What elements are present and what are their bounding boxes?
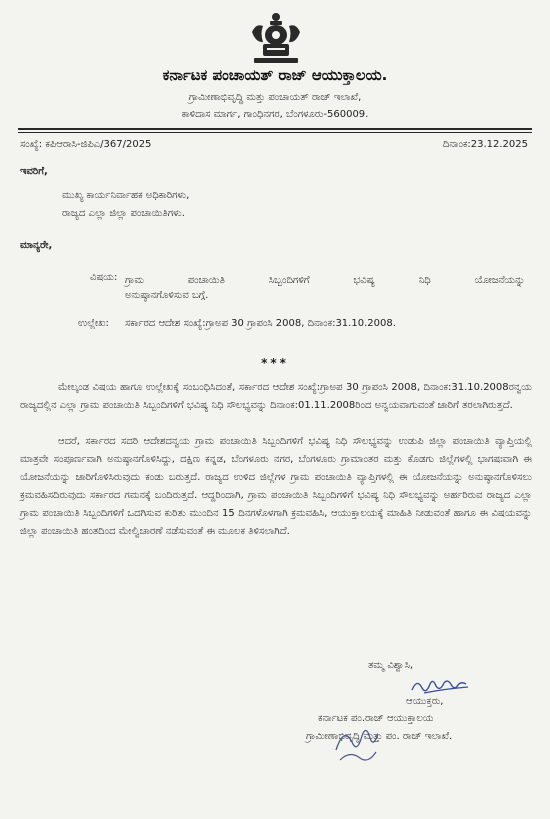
signature-icon xyxy=(410,676,472,696)
signatory-office: ಕರ್ನಾಟಕ ಪಂ.ರಾಜ್ ಆಯುಕ್ತಾಲಯ xyxy=(318,713,434,724)
salutation: ಮಾನ್ಯರೇ, xyxy=(20,240,53,251)
header-divider-thin xyxy=(18,132,532,133)
subject-label: ವಿಷಯ: xyxy=(90,272,118,283)
recipient-line-2: ರಾಜ್ಯದ ಎಲ್ಲಾ ಜಿಲ್ಲಾ ಪಂಚಾಯಿತಿಗಳು. xyxy=(62,208,185,219)
body-paragraph-1: ಮೇಲ್ಕಂಡ ವಿಷಯ ಹಾಗೂ ಉಲ್ಲೇಖಕ್ಕೆ ಸಂಬಂಧಿಸಿದಂತೆ, ಸರ್ಕಾರದ ಆದೇಶ ಸಂಖ್ಯೆ:ಗ್ರಾಅಪ 30 ಗ್ರಾಪಂಸಿ 2008, ದಿನಾಂಕ:31.10.2008ರನ್ವಯ ರಾಜ್ಯದಲ್ಲಿನ ಎಲ್ಲಾ ಗ್ರಾಮ ಪಂಚಾಯಿತಿ ಸಿಬ್ಬಂದಿಗಳಿಗೆ ಭವಿಷ್ಯ ನಿಧಿ ಸೌಲಭ್ಯವನ್ನು ದಿನಾಂಕ:01.11.2008ರಿಂದ ಅನ್ವಯವಾಗುವಂತೆ ಜಾರಿಗೆ ತರಲಾಗಿರುತ್ತದೆ. xyxy=(20,382,532,411)
department-line: ಗ್ರಾಮೀಣಾಭಿವೃದ್ಧಿ ಮತ್ತು ಪಂಚಾಯತ್ ರಾಜ್ ಇಲಾಖೆ, xyxy=(188,92,362,103)
subject-text-line-1: ಗ್ರಾಮ ಪಂಚಾಯಿತಿ ಸಿಬ್ಬಂದಿಗಳಿಗೆ ಭವಿಷ್ಯ ನಿಧಿ ಯೋಜನೆಯನ್ನು xyxy=(125,275,525,286)
signatory-department: ಗ್ರಾಮೀಣಾಭಿವೃದ್ಧಿ ಮತ್ತು ಪಂ. ರಾಜ್ ಇಲಾಖೆ. xyxy=(306,731,453,742)
reference-number: ಸಂಖ್ಯೆ: ಕಪಿಆರಾಸಿ-ಜಿಪಿಎ/367/2025 xyxy=(20,139,152,150)
body-paragraph-2: ಆದರೆ, ಸರ್ಕಾರದ ಸದರಿ ಆದೇಶದನ್ವಯ ಗ್ರಾಮ ಪಂಚಾಯಿತಿ ಸಿಬ್ಬಂದಿಗಳಿಗೆ ಭವಿಷ್ಯ ನಿಧಿ ಸೌಲಭ್ಯವನ್ನು ಉಡುಪಿ ಜಿಲ್ಲಾ ಪಂಚಾಯಿತಿ ವ್ಯಾಪ್ತಿಯಲ್ಲಿ ಮಾತ್ರವೇ ಸಂಪೂರ್ಣವಾಗಿ ಅನುಷ್ಠಾನಗೊಳಿಸಿದ್ದು, ದಕ್ಷಿಣ ಕನ್ನಡ, ಬೆಂಗಳೂರು ನಗರ, ಬೆಂಗಳೂರು ಗ್ರಾಮಾಂತರ ಮತ್ತು ಕೊಡಗು ಜಿಲ್ಲೆಗಳಲ್ಲಿ ಭಾಗಷಃವಾಗಿ ಈ ಯೋಜನೆಯನ್ನು ಜಾರಿಗೊಳಿಸಿರುವುದು ಕಂಡು ಬರುತ್ತದೆ. ರಾಜ್ಯದ ಉಳಿದ ಜಿಲ್ಲೆಗಳ ಗ್ರಾಮ ಪಂಚಾಯಿತಿ ವ್ಯಾಪ್ತಿಗಳಲ್ಲಿ ಈ ಯೋಜನೆಯನ್ನು ಅನುಷ್ಠಾನಗೊಳಿಸಲು ಕ್ರಮವಹಿಸದಿರುವುದು ಸರ್ಕಾರದ ಗಮನಕ್ಕೆ ಬಂದಿರುತ್ತದೆ. ಆದ್ದರಿಂದಾಗಿ, ಗ್ರಾಮ ಪಂಚಾಯಿತಿ ಸಿಬ್ಬಂದಿಗಳಿಗೆ ಭವಿಷ್ಯ ನಿಧಿ ಸೌಲಭ್ಯವನ್ನು ಅರ್ಹರಿರುವ ರಾಜ್ಯದ ಎಲ್ಲಾ ಗ್ರಾಮ ಪಂಚಾಯಿತಿ ಸಿಬ್ಬಂದಿಗಳಿಗೆ ಒದಗಿಸುವ ಕುರಿತು ಮುಂದಿನ 15 ದಿನಗಳೊಳಗಾಗಿ ಕ್ರಮವಹಿಸಿ, ಆಯುಕ್ತಾಲಯಕ್ಕೆ ಮಾಹಿತಿ ನೀಡುವಂತೆ ಹಾಗೂ ಈ ವಿಷಯವನ್ನು ಜಿಲ್ಲಾ ಪಂಚಾಯಿತಿ ಹಂತದಿಂದ ಮೇಲ್ವಿಚಾರಣೆ ನಡೆಸುವಂತೆ ಈ ಮೂಲಕ ತಿಳಿಸಲಾಗಿದೆ. xyxy=(20,436,532,537)
recipient-line-1: ಮುಖ್ಯ ಕಾರ್ಯನಿರ್ವಾಹಕ ಅಧಿಕಾರಿಗಳು, xyxy=(62,190,190,201)
letter-date: ದಿನಾಂಕ:23.12.2025 xyxy=(442,139,528,150)
state-emblem-icon xyxy=(246,10,306,68)
signature-scribble-icon xyxy=(332,720,384,766)
section-separator: *** xyxy=(261,356,289,370)
closing-line: ತಮ್ಮ ವಿಶ್ವಾಸಿ, xyxy=(368,660,414,671)
reference-label: ಉಲ್ಲೇಖ: xyxy=(78,318,109,329)
signatory-designation: ಆಯುಕ್ತರು, xyxy=(406,696,444,707)
reference-text: ಸರ್ಕಾರದ ಆದೇಶ ಸಂಖ್ಯೆ:ಗ್ರಾಅಪ 30 ಗ್ರಾಪಂಸಿ 2008, ದಿನಾಂಕ:31.10.2008. xyxy=(125,318,396,329)
address-line: ಕಾಳಿದಾಸ ಮಾರ್ಗ, ಗಾಂಧಿನಗರ, ಬೆಂಗಳೂರು-560009. xyxy=(181,109,369,120)
office-title: ಕರ್ನಾಟಕ ಪಂಚಾಯತ್ ರಾಜ್ ಆಯುಕ್ತಾಲಯ. xyxy=(162,66,388,84)
to-label: ಇವರಿಗೆ, xyxy=(20,166,48,177)
subject-text-line-2: ಅನುಷ್ಠಾನಗೊಳಿಸುವ ಬಗ್ಗೆ. xyxy=(125,290,209,301)
header-divider xyxy=(18,128,532,130)
